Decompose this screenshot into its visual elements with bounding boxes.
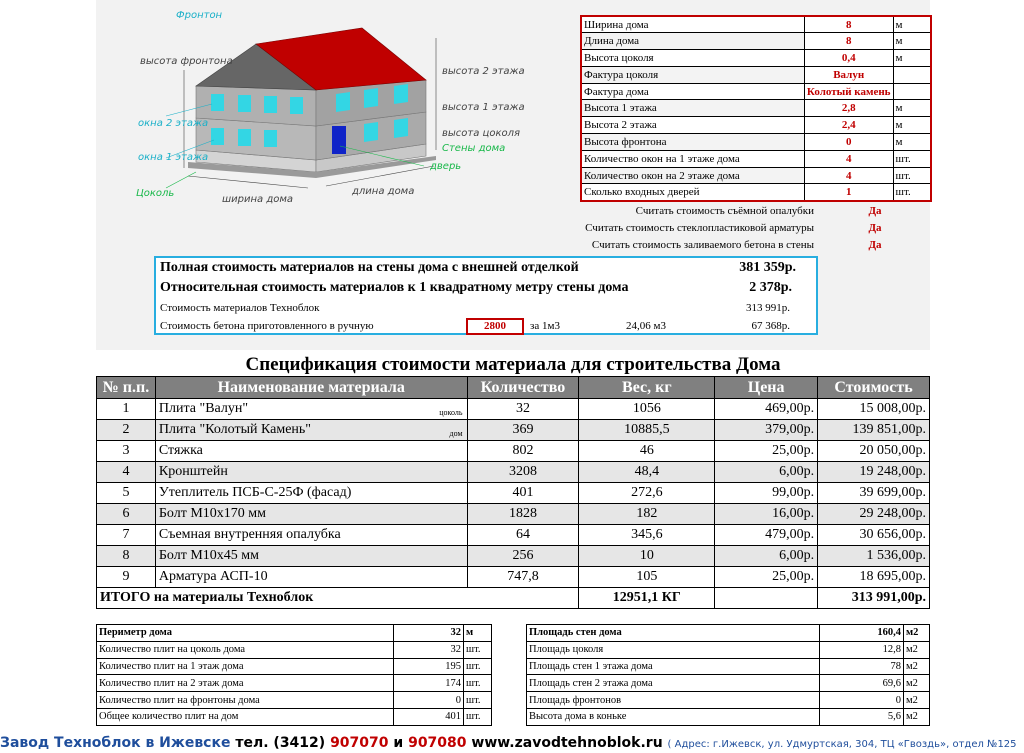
metric-label: Площадь фронтонов: [527, 692, 820, 709]
metric-value: 32: [394, 641, 464, 658]
specification-table: [96, 376, 930, 609]
row-number: 7: [97, 525, 156, 546]
param-value-input[interactable]: Валун: [804, 66, 893, 83]
param-row: [581, 150, 931, 167]
row-number: 1: [97, 399, 156, 420]
metric-value: 195: [394, 658, 464, 675]
metric-unit: м2: [904, 692, 930, 709]
metric-unit: шт.: [464, 708, 492, 725]
material-name: Болт М10х170 мм: [158, 506, 267, 521]
option-row: [520, 237, 920, 254]
material-weight: 345,6: [579, 525, 715, 546]
footer-contacts: [0, 734, 1024, 753]
option-row: [520, 220, 920, 237]
material-name-cell: [155, 567, 467, 588]
param-row: [581, 83, 931, 100]
per-m2-cost-label: Относительная стоимость материалов к 1 квадратному метру стены дома: [160, 280, 629, 295]
material-price: 25,00р.: [715, 567, 818, 588]
concrete-cost-value: 67 368р.: [751, 320, 790, 332]
spec-total-row: [97, 588, 930, 609]
per-m2-cost-value: 2 378р.: [749, 280, 792, 295]
param-unit: м: [893, 33, 931, 50]
address: ( Адрес: г.Ижевск, ул. Удмуртская, 304, ТЦ «Гвоздь», отдел №125: [667, 739, 1017, 750]
metric-unit: м2: [904, 625, 930, 642]
material-cost: 139 851,00р.: [818, 420, 930, 441]
cost-summary: [154, 256, 818, 335]
right-table-row: [527, 641, 930, 658]
metric-unit: м2: [904, 708, 930, 725]
company-name: Завод Техноблок в Ижевске: [0, 735, 231, 751]
row-number: 4: [97, 462, 156, 483]
param-unit: шт.: [893, 184, 931, 201]
col-price: Цена: [715, 377, 818, 399]
col-weight: Вес, кг: [579, 377, 715, 399]
window-icon: [211, 94, 224, 111]
spec-row: [97, 525, 930, 546]
material-weight: 182: [579, 504, 715, 525]
plates-count-table: [96, 624, 492, 726]
material-tag: цоколь: [439, 408, 463, 417]
param-label: Высота цоколя: [581, 50, 804, 67]
door-icon: [332, 126, 346, 154]
left-table-row: [97, 641, 492, 658]
tel-label: тел. (3412): [235, 735, 326, 751]
param-label: Высота фронтона: [581, 134, 804, 151]
window-icon: [264, 96, 277, 113]
house-diagram: [96, 0, 536, 240]
material-quantity: 64: [467, 525, 579, 546]
material-cost: 1 536,00р.: [818, 546, 930, 567]
metric-label: Периметр дома: [97, 625, 394, 642]
material-quantity: 256: [467, 546, 579, 567]
left-table-row: [97, 675, 492, 692]
metric-label: Количество плит на фронтоны дома: [97, 692, 394, 709]
material-cost: 29 248,00р.: [818, 504, 930, 525]
window-icon: [336, 92, 350, 112]
param-row: [581, 117, 931, 134]
window-icon: [394, 118, 408, 138]
param-unit: [893, 66, 931, 83]
material-name-cell: [155, 546, 467, 567]
param-row: [581, 50, 931, 67]
label-plinth: Цоколь: [136, 188, 175, 199]
phone-1[interactable]: 907070: [330, 735, 389, 751]
material-price: 379,00р.: [715, 420, 818, 441]
metric-value: 0: [394, 692, 464, 709]
metric-label: Площадь стен дома: [527, 625, 820, 642]
param-value-input[interactable]: 2,8: [804, 100, 893, 117]
material-name: Стяжка: [158, 443, 203, 458]
total-cost-label: Полная стоимость материалов на стены дома с внешней отделкой: [160, 260, 579, 275]
param-label: Фактура дома: [581, 83, 804, 100]
material-weight: 105: [579, 567, 715, 588]
metric-label: Количество плит на 1 этаж дома: [97, 658, 394, 675]
spec-row: [97, 483, 930, 504]
material-price: 6,00р.: [715, 462, 818, 483]
concrete-volume: 24,06 м3: [626, 320, 666, 332]
material-name-cell: [155, 399, 467, 420]
label-door: дверь: [430, 161, 462, 172]
metric-unit: шт.: [464, 675, 492, 692]
material-quantity: 802: [467, 441, 579, 462]
spec-row: [97, 399, 930, 420]
metric-unit: м: [464, 625, 492, 642]
total-empty: [715, 588, 818, 609]
row-number: 8: [97, 546, 156, 567]
param-label: Фактура цоколя: [581, 66, 804, 83]
right-table-row: [527, 625, 930, 642]
material-quantity: 401: [467, 483, 579, 504]
label-fronton: Фронтон: [176, 10, 223, 21]
material-quantity: 1828: [467, 504, 579, 525]
label-floor2-windows: окна 2 этажа: [138, 118, 209, 129]
metric-unit: шт.: [464, 658, 492, 675]
technoblock-cost-label: Стоимость материалов Техноблок: [160, 302, 320, 314]
param-unit: м: [893, 50, 931, 67]
concrete-price-input[interactable]: 2800: [466, 318, 524, 335]
metric-label: Общее количество плит на дом: [97, 708, 394, 725]
param-label: Длина дома: [581, 33, 804, 50]
metric-value: 174: [394, 675, 464, 692]
total-label: ИТОГО на материалы Техноблок: [97, 588, 579, 609]
label-fronton-height: высота фронтона: [140, 56, 233, 67]
param-label: Сколько входных дверей: [581, 184, 804, 201]
option-label: Считать стоимость стеклопластиковой арматуры: [585, 222, 814, 234]
label-floor1-windows: окна 1 этажа: [138, 152, 209, 163]
param-row: [581, 134, 931, 151]
metric-unit: шт.: [464, 641, 492, 658]
material-price: 6,00р.: [715, 546, 818, 567]
concrete-per-unit: за 1м3: [530, 320, 560, 332]
param-label: Количество окон на 1 этаже дома: [581, 150, 804, 167]
param-label: Количество окон на 2 этаже дома: [581, 167, 804, 184]
param-unit: шт.: [893, 150, 931, 167]
material-weight: 10885,5: [579, 420, 715, 441]
metric-label: Площадь стен 2 этажа дома: [527, 675, 820, 692]
spec-header-row: [97, 377, 930, 399]
material-weight: 272,6: [579, 483, 715, 504]
right-table-row: [527, 658, 930, 675]
material-name: Плита "Валун": [158, 401, 249, 416]
window-icon: [364, 122, 378, 142]
left-table-row: [97, 708, 492, 725]
window-icon: [264, 130, 277, 147]
material-price: 16,00р.: [715, 504, 818, 525]
window-icon: [238, 95, 251, 112]
house-parameters-table: [580, 15, 932, 202]
col-cost: Стоимость: [818, 377, 930, 399]
metric-unit: м2: [904, 658, 930, 675]
row-number: 3: [97, 441, 156, 462]
left-table-row: [97, 692, 492, 709]
param-unit: м: [893, 16, 931, 33]
metric-value: 32: [394, 625, 464, 642]
spec-row: [97, 546, 930, 567]
metric-label: Площадь стен 1 этажа дома: [527, 658, 820, 675]
phone-2[interactable]: 907080: [408, 735, 467, 751]
metric-label: Количество плит на 2 этаж дома: [97, 675, 394, 692]
param-unit: [893, 83, 931, 100]
row-number: 2: [97, 420, 156, 441]
param-label: Высота 1 этажа: [581, 100, 804, 117]
right-table-row: [527, 675, 930, 692]
total-weight: 12951,1 КГ: [579, 588, 715, 609]
concrete-cost-label: Стоимость бетона приготовленного в ручную: [160, 320, 374, 332]
material-name: Болт М10х45 мм: [158, 548, 260, 563]
option-label: Считать стоимость съёмной опалубки: [635, 205, 814, 217]
param-value-input[interactable]: Колотый камень: [804, 83, 893, 100]
param-value-input[interactable]: 1: [804, 184, 893, 201]
material-weight: 10: [579, 546, 715, 567]
material-cost: 18 695,00р.: [818, 567, 930, 588]
label-width: ширина дома: [222, 194, 294, 205]
window-icon: [238, 129, 251, 146]
param-label: Высота 2 этажа: [581, 117, 804, 134]
material-price: 99,00р.: [715, 483, 818, 504]
option-label: Считать стоимость заливаемого бетона в стены: [591, 239, 814, 251]
material-cost: 39 699,00р.: [818, 483, 930, 504]
material-price: 469,00р.: [715, 399, 818, 420]
metric-label: Высота дома в коньке: [527, 708, 820, 725]
material-cost: 30 656,00р.: [818, 525, 930, 546]
material-name: Арматура АСП-10: [158, 569, 268, 584]
house-drawing: [166, 28, 436, 188]
right-table-row: [527, 708, 930, 725]
metric-unit: м2: [904, 641, 930, 658]
technoblock-cost-value: 313 991р.: [746, 302, 790, 314]
metric-value: 5,6: [820, 708, 904, 725]
material-weight: 48,4: [579, 462, 715, 483]
param-unit: м: [893, 134, 931, 151]
areas-table: [526, 624, 930, 726]
metric-value: 12,8: [820, 641, 904, 658]
material-name-cell: [155, 504, 467, 525]
material-name: Утеплитель ПСБ-С-25Ф (фасад): [158, 485, 352, 500]
material-name: Съемная внутренняя опалубка: [158, 527, 341, 542]
material-quantity: 369: [467, 420, 579, 441]
and-word: и: [393, 735, 404, 751]
row-number: 5: [97, 483, 156, 504]
material-name-cell: [155, 525, 467, 546]
param-unit: м: [893, 100, 931, 117]
metric-value: 0: [820, 692, 904, 709]
material-name: Кронштейн: [158, 464, 228, 479]
param-row: [581, 100, 931, 117]
param-value-input[interactable]: 4: [804, 150, 893, 167]
spec-row: [97, 441, 930, 462]
param-value-input[interactable]: 0,4: [804, 50, 893, 67]
window-icon: [211, 128, 224, 145]
option-value-select[interactable]: Да: [868, 222, 882, 234]
param-value-input[interactable]: 8: [804, 33, 893, 50]
param-row: [581, 66, 931, 83]
material-name-cell: [155, 420, 467, 441]
total-cost: 313 991,00р.: [818, 588, 930, 609]
metric-value: 160,4: [820, 625, 904, 642]
material-name-cell: [155, 462, 467, 483]
spec-row: [97, 567, 930, 588]
option-value-select[interactable]: Да: [868, 205, 882, 217]
material-quantity: 32: [467, 399, 579, 420]
param-unit: шт.: [893, 167, 931, 184]
metric-value: 78: [820, 658, 904, 675]
left-table-row: [97, 658, 492, 675]
param-value-input[interactable]: 4: [804, 167, 893, 184]
label-length: длина дома: [352, 186, 415, 197]
metric-label: Количество плит на цоколь дома: [97, 641, 394, 658]
metric-label: Площадь цоколя: [527, 641, 820, 658]
total-cost-value: 381 359р.: [739, 260, 796, 275]
window-icon: [394, 84, 408, 104]
param-value-input[interactable]: 2,4: [804, 117, 893, 134]
material-price: 25,00р.: [715, 441, 818, 462]
label-plinth-height: высота цоколя: [442, 128, 521, 139]
param-value-input[interactable]: 0: [804, 134, 893, 151]
material-quantity: 3208: [467, 462, 579, 483]
right-table-row: [527, 692, 930, 709]
material-name: Плита "Колотый Камень": [158, 422, 312, 437]
row-number: 6: [97, 504, 156, 525]
param-label: Ширина дома: [581, 16, 804, 33]
col-number: № п.п.: [97, 377, 156, 399]
param-row: [581, 184, 931, 201]
window-icon: [364, 88, 378, 108]
metric-unit: шт.: [464, 692, 492, 709]
param-row: [581, 16, 931, 33]
website-link[interactable]: www.zavodtehnoblok.ru: [471, 735, 663, 751]
spec-row: [97, 504, 930, 525]
spec-row: [97, 462, 930, 483]
left-table-row: [97, 625, 492, 642]
param-row: [581, 33, 931, 50]
material-tag: дом: [449, 429, 463, 438]
row-number: 9: [97, 567, 156, 588]
material-quantity: 747,8: [467, 567, 579, 588]
spec-title: Спецификация стоимости материала для строительства Дома: [245, 354, 781, 375]
material-name-cell: [155, 441, 467, 462]
material-cost: 19 248,00р.: [818, 462, 930, 483]
spec-row: [97, 420, 930, 441]
col-quantity: Количество: [467, 377, 579, 399]
material-weight: 46: [579, 441, 715, 462]
option-row: [520, 203, 920, 220]
col-name: Наименование материала: [155, 377, 467, 399]
material-weight: 1056: [579, 399, 715, 420]
param-unit: м: [893, 117, 931, 134]
param-value-input[interactable]: 8: [804, 16, 893, 33]
material-price: 479,00р.: [715, 525, 818, 546]
label-floor2-height: высота 2 этажа: [442, 66, 525, 77]
metric-unit: м2: [904, 675, 930, 692]
material-cost: 20 050,00р.: [818, 441, 930, 462]
metric-value: 401: [394, 708, 464, 725]
window-icon: [290, 97, 303, 114]
label-floor1-height: высота 1 этажа: [442, 102, 525, 113]
label-walls: Стены дома: [442, 143, 506, 154]
material-cost: 15 008,00р.: [818, 399, 930, 420]
option-value-select[interactable]: Да: [868, 239, 882, 251]
param-row: [581, 167, 931, 184]
material-name-cell: [155, 483, 467, 504]
metric-value: 69,6: [820, 675, 904, 692]
